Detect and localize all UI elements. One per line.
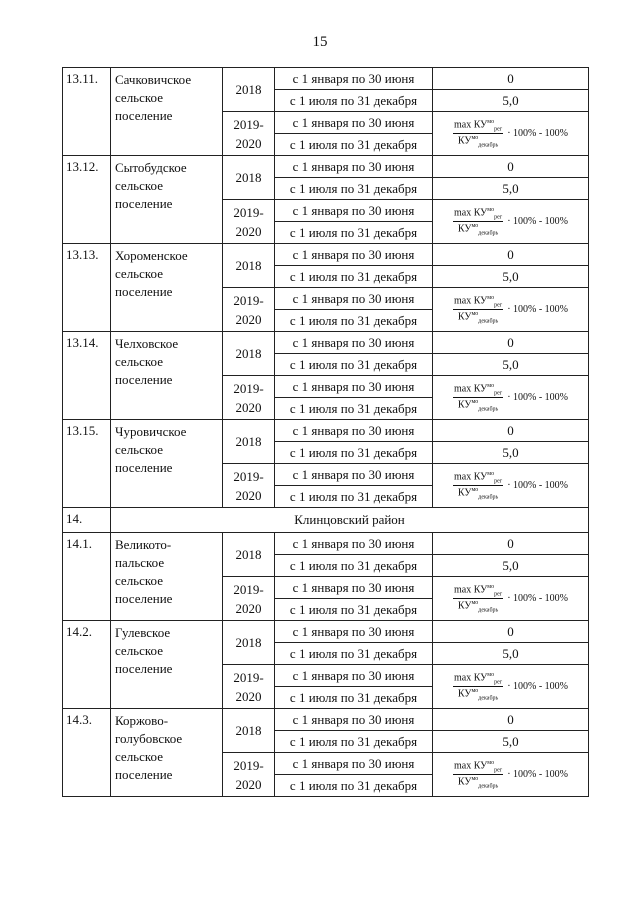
settlement-name-line: поселение [115, 284, 173, 299]
formula-den-sup: мо [471, 688, 479, 694]
settlement-name [111, 533, 223, 621]
formula-num-prefix: max КУ [453, 471, 488, 482]
row-number: 13.15. [63, 420, 111, 508]
formula-den-sub: декабрь [478, 494, 499, 501]
period-cell: с 1 января по 30 июня [275, 288, 433, 310]
value-cell: 5,0 [433, 90, 589, 112]
settlement-name-line: Хороменское [115, 248, 188, 263]
formula-denominator [458, 687, 498, 701]
formula-tail: · 100% - 100% [507, 216, 569, 227]
formula-den-prefix: КУ [457, 688, 472, 700]
year-line: 2020 [235, 399, 262, 415]
formula-num-prefix: max КУ [453, 295, 488, 306]
row-number: 13.11. [63, 68, 111, 156]
formula-num-prefix: max КУ [453, 760, 488, 771]
table-row [63, 244, 589, 266]
year-cell [223, 464, 275, 508]
settlement-name-line: поселение [115, 460, 173, 475]
formula-fraction [453, 207, 503, 237]
formula-denominator [458, 775, 498, 789]
value-cell: 5,0 [433, 442, 589, 464]
formula-cell [433, 112, 589, 156]
row-number: 13.13. [63, 244, 111, 332]
period-cell: с 1 января по 30 июня [275, 376, 433, 398]
formula-num-prefix: max КУ [453, 207, 488, 218]
table-row [63, 621, 589, 643]
settlement-name-line: сельское [115, 354, 163, 369]
period-cell: с 1 января по 30 июня [275, 420, 433, 442]
formula-numerator [453, 672, 503, 687]
formula-tail: · 100% - 100% [507, 304, 569, 315]
row-number: 14.3. [63, 709, 111, 797]
settlement-name-line: поселение [115, 767, 173, 782]
period-cell: с 1 января по 30 июня [275, 464, 433, 486]
period-cell: с 1 января по 30 июня [275, 577, 433, 599]
period-cell: с 1 января по 30 июня [275, 156, 433, 178]
period-cell: с 1 июля по 31 декабря [275, 178, 433, 200]
settlement-name-line: голубовское [115, 731, 183, 746]
year-line: 2019- [233, 204, 264, 220]
formula-num-prefix: max КУ [453, 672, 488, 683]
settlement-name [111, 244, 223, 332]
settlement-name-line: Челховское [115, 336, 179, 351]
period-cell: с 1 января по 30 июня [275, 533, 433, 555]
settlement-name-line: сельское [115, 266, 163, 281]
settlement-name-line: сельское [115, 90, 163, 105]
formula-fraction [453, 295, 503, 325]
year-cell: 2018 [223, 533, 275, 577]
table-row [63, 533, 589, 555]
period-cell: с 1 января по 30 июня [275, 665, 433, 687]
formula-denominator [458, 398, 498, 412]
formula-den-sub: декабрь [478, 230, 499, 237]
formula-den-sup: мо [471, 399, 479, 405]
period-cell: с 1 января по 30 июня [275, 244, 433, 266]
formula-den-sub: декабрь [478, 142, 499, 149]
table-body [63, 68, 589, 797]
formula-cell [433, 288, 589, 332]
formula-den-sup: мо [471, 135, 479, 141]
period-cell: с 1 июля по 31 декабря [275, 687, 433, 709]
formula-tail: · 100% - 100% [507, 128, 569, 139]
district-row [63, 508, 589, 533]
value-cell: 0 [433, 156, 589, 178]
tariff-formula [435, 584, 586, 614]
formula-num-sub: рег [494, 478, 503, 484]
value-cell: 5,0 [433, 555, 589, 577]
formula-den-prefix: КУ [457, 776, 472, 788]
formula-den-prefix: КУ [457, 600, 472, 612]
formula-numerator [453, 207, 503, 222]
period-cell: с 1 июля по 31 декабря [275, 222, 433, 244]
formula-fraction [453, 471, 503, 501]
year-cell: 2018 [223, 420, 275, 464]
formula-numerator [453, 471, 503, 486]
year-cell: 2018 [223, 621, 275, 665]
formula-numerator [453, 383, 503, 398]
value-cell: 5,0 [433, 731, 589, 753]
formula-den-sup: мо [471, 311, 479, 317]
settlement-name [111, 156, 223, 244]
formula-num-sup: мо [487, 671, 495, 678]
formula-num-sub: рег [494, 214, 503, 220]
value-cell: 0 [433, 244, 589, 266]
formula-num-sup: мо [487, 294, 495, 301]
formula-num-prefix: max КУ [453, 383, 488, 394]
formula-fraction [453, 383, 503, 413]
settlement-name-line: поселение [115, 108, 173, 123]
value-cell: 0 [433, 68, 589, 90]
formula-den-sup: мо [471, 600, 479, 606]
period-cell: с 1 июля по 31 декабря [275, 398, 433, 420]
period-cell: с 1 июля по 31 декабря [275, 555, 433, 577]
period-cell: с 1 июля по 31 декабря [275, 599, 433, 621]
year-line: 2019- [233, 757, 264, 773]
settlement-name-line: Гулевское [115, 625, 171, 640]
period-cell: с 1 июля по 31 декабря [275, 643, 433, 665]
value-cell: 0 [433, 709, 589, 731]
period-cell: с 1 июля по 31 декабря [275, 90, 433, 112]
district-name: Клинцовский район [111, 508, 589, 533]
formula-denominator [458, 134, 498, 148]
formula-fraction [453, 119, 503, 149]
table-row [63, 156, 589, 178]
formula-denominator [458, 486, 498, 500]
formula-den-sub: декабрь [478, 406, 499, 413]
formula-den-prefix: КУ [457, 223, 472, 235]
value-cell: 5,0 [433, 643, 589, 665]
settlement-name-line: сельское [115, 749, 163, 764]
formula-den-sub: декабрь [478, 318, 499, 325]
year-cell: 2018 [223, 156, 275, 200]
formula-tail: · 100% - 100% [507, 769, 569, 780]
value-cell: 0 [433, 533, 589, 555]
formula-numerator [453, 584, 503, 599]
formula-den-sub: декабрь [478, 607, 499, 614]
formula-fraction [453, 760, 503, 790]
tariff-formula [435, 119, 586, 149]
year-line: 2020 [235, 223, 262, 239]
period-cell: с 1 января по 30 июня [275, 332, 433, 354]
formula-num-sub: рег [494, 390, 503, 396]
value-cell: 5,0 [433, 266, 589, 288]
formula-cell [433, 376, 589, 420]
year-cell: 2018 [223, 244, 275, 288]
year-line: 2020 [235, 311, 262, 327]
tariff-formula [435, 471, 586, 501]
settlement-name-line: поселение [115, 196, 173, 211]
value-cell: 0 [433, 332, 589, 354]
formula-numerator [453, 295, 503, 310]
value-cell: 5,0 [433, 178, 589, 200]
period-cell: с 1 июля по 31 декабря [275, 442, 433, 464]
formula-den-sup: мо [471, 223, 479, 229]
formula-cell [433, 200, 589, 244]
year-line: 2019- [233, 468, 264, 484]
year-line: 2019- [233, 581, 264, 597]
formula-num-sub: рег [494, 591, 503, 597]
tariff-formula [435, 383, 586, 413]
period-cell: с 1 июля по 31 декабря [275, 266, 433, 288]
settlement-name-line: сельское [115, 643, 163, 658]
settlement-name [111, 709, 223, 797]
tariff-formula [435, 760, 586, 790]
year-line: 2020 [235, 688, 262, 704]
year-line: 2020 [235, 600, 262, 616]
period-cell: с 1 января по 30 июня [275, 112, 433, 134]
formula-denominator [458, 222, 498, 236]
settlement-name-line: сельское [115, 573, 163, 588]
row-number: 13.14. [63, 332, 111, 420]
value-cell: 0 [433, 621, 589, 643]
year-cell [223, 288, 275, 332]
period-cell: с 1 июля по 31 декабря [275, 486, 433, 508]
formula-fraction [453, 672, 503, 702]
table-row [63, 420, 589, 442]
formula-num-sup: мо [487, 206, 495, 213]
tariff-formula [435, 207, 586, 237]
formula-num-sup: мо [487, 382, 495, 389]
settlement-name-line: Сытобудское [115, 160, 187, 175]
tariff-table [62, 67, 589, 797]
formula-num-sub: рег [494, 767, 503, 773]
row-number: 13.12. [63, 156, 111, 244]
tariff-formula [435, 295, 586, 325]
period-cell: с 1 января по 30 июня [275, 621, 433, 643]
formula-num-sub: рег [494, 126, 503, 132]
period-cell: с 1 июля по 31 декабря [275, 354, 433, 376]
settlement-name-line: поселение [115, 661, 173, 676]
year-line: 2020 [235, 135, 262, 151]
formula-tail: · 100% - 100% [507, 392, 569, 403]
period-cell: с 1 июля по 31 декабря [275, 775, 433, 797]
settlement-name-line: Сачковичское [115, 72, 192, 87]
settlement-name-line: пальское [115, 555, 165, 570]
year-line: 2019- [233, 380, 264, 396]
table-row [63, 68, 589, 90]
settlement-name-line: Чуровичское [115, 424, 187, 439]
table-row [63, 332, 589, 354]
period-cell: с 1 января по 30 июня [275, 753, 433, 775]
year-cell [223, 112, 275, 156]
settlement-name-line: Великото- [115, 537, 172, 552]
year-cell [223, 200, 275, 244]
formula-den-sup: мо [471, 487, 479, 493]
settlement-name-line: поселение [115, 372, 173, 387]
year-cell [223, 753, 275, 797]
formula-den-sub: декабрь [478, 695, 499, 702]
formula-num-prefix: max КУ [453, 119, 488, 130]
formula-tail: · 100% - 100% [507, 480, 569, 491]
year-line: 2019- [233, 669, 264, 685]
year-line: 2019- [233, 116, 264, 132]
year-cell [223, 665, 275, 709]
page-number: 15 [312, 34, 328, 50]
formula-num-sub: рег [494, 679, 503, 685]
settlement-name-line: поселение [115, 591, 173, 606]
year-cell: 2018 [223, 709, 275, 753]
period-cell: с 1 июля по 31 декабря [275, 310, 433, 332]
formula-fraction [453, 584, 503, 614]
settlement-name-line: сельское [115, 178, 163, 193]
tariff-formula [435, 672, 586, 702]
district-number: 14. [63, 508, 111, 533]
settlement-name-line: Коржово- [115, 713, 169, 728]
formula-numerator [453, 760, 503, 775]
formula-denominator [458, 599, 498, 613]
formula-denominator [458, 310, 498, 324]
formula-den-prefix: КУ [457, 487, 472, 499]
period-cell: с 1 июля по 31 декабря [275, 731, 433, 753]
settlement-name [111, 68, 223, 156]
formula-tail: · 100% - 100% [507, 681, 569, 692]
formula-den-prefix: КУ [457, 135, 472, 147]
year-line: 2020 [235, 487, 262, 503]
year-cell: 2018 [223, 68, 275, 112]
formula-numerator [453, 119, 503, 134]
period-cell: с 1 января по 30 июня [275, 709, 433, 731]
period-cell: с 1 января по 30 июня [275, 68, 433, 90]
settlement-name-line: сельское [115, 442, 163, 457]
row-number: 14.2. [63, 621, 111, 709]
formula-den-sub: декабрь [478, 783, 499, 790]
period-cell: с 1 июля по 31 декабря [275, 134, 433, 156]
year-line: 2020 [235, 776, 262, 792]
value-cell: 0 [433, 420, 589, 442]
settlement-name [111, 621, 223, 709]
formula-num-sub: рег [494, 302, 503, 308]
settlement-name [111, 420, 223, 508]
year-cell: 2018 [223, 332, 275, 376]
year-cell [223, 376, 275, 420]
formula-num-sup: мо [487, 118, 495, 125]
formula-tail: · 100% - 100% [507, 593, 569, 604]
settlement-name [111, 332, 223, 420]
formula-num-sup: мо [487, 470, 495, 477]
formula-num-prefix: max КУ [453, 584, 488, 595]
formula-cell [433, 577, 589, 621]
period-cell: с 1 января по 30 июня [275, 200, 433, 222]
value-cell: 5,0 [433, 354, 589, 376]
formula-num-sup: мо [487, 583, 495, 590]
year-line: 2019- [233, 292, 264, 308]
formula-den-prefix: КУ [457, 311, 472, 323]
year-cell [223, 577, 275, 621]
formula-den-prefix: КУ [457, 399, 472, 411]
row-number: 14.1. [63, 533, 111, 621]
formula-cell [433, 753, 589, 797]
formula-num-sup: мо [487, 759, 495, 766]
table-row [63, 709, 589, 731]
formula-cell [433, 464, 589, 508]
formula-den-sup: мо [471, 776, 479, 782]
formula-cell [433, 665, 589, 709]
